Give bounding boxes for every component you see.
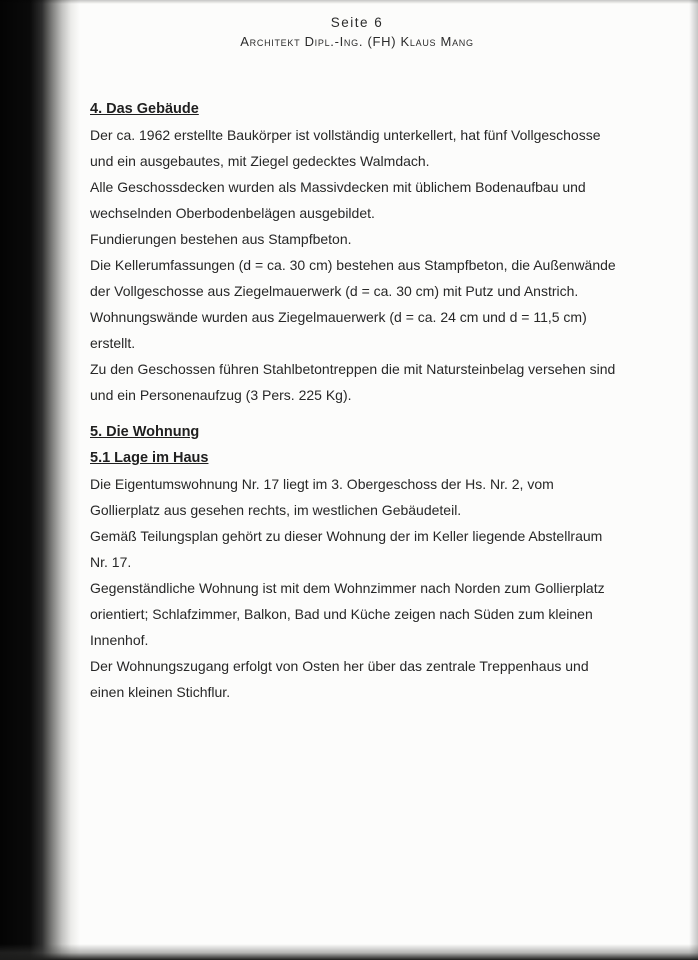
paragraph: Fundierungen bestehen aus Stampfbeton.: [90, 231, 352, 247]
section-die-wohnung: [90, 419, 624, 705]
page-content: [90, 14, 624, 705]
paragraph: Gemäß Teilungsplan gehört zu dieser Wohnung der im Keller liegende Abstellraum Nr. 17.: [90, 528, 603, 570]
author-line: Architekt Dipl.-Ing. (FH) Klaus Mang: [240, 34, 474, 49]
section-heading: 5. Die Wohnung: [90, 424, 200, 440]
page-number: Seite 6: [330, 15, 384, 30]
paragraph: Der Wohnungszugang erfolgt von Osten her über das zentrale Treppenhaus und einen kleinen Stichflur.: [90, 658, 589, 700]
section-heading: 4. Das Gebäude: [90, 101, 199, 117]
paragraph: Die Eigentumswohnung Nr. 17 liegt im 3. Obergeschoss der Hs. Nr. 2, vom Gollierplatz aus gesehen rechts, im westlichen Gebäudeteil.: [90, 476, 554, 518]
scan-edge-right: [689, 0, 698, 960]
paragraph: Zu den Geschossen führen Stahlbetontreppen die mit Natursteinbelag versehen sind und ein Personenaufzug (3 Pers. 225 Kg).: [90, 361, 616, 403]
paragraph: Alle Geschossdecken wurden als Massivdecken mit üblichem Bodenaufbau und wechselnden Oberbodenbelägen ausgebildet.: [90, 179, 586, 221]
paragraph: Der ca. 1962 erstellte Baukörper ist vollständig unterkellert, hat fünf Vollgeschosse und ein ausgebautes, mit Ziegel gedecktes Walmdach.: [90, 127, 601, 169]
scan-edge-top: [0, 0, 698, 4]
binding-shadow: [0, 0, 80, 960]
paragraph: Wohnungswände wurden aus Ziegelmauerwerk (d = ca. 24 cm und d = 11,5 cm) erstellt.: [90, 309, 587, 351]
subsection-heading: 5.1 Lage im Haus: [90, 450, 209, 466]
paragraph: Die Kellerumfassungen (d = ca. 30 cm) bestehen aus Stampfbeton, die Außenwände der Vollgeschosse aus Ziegelmauerwerk (d = ca. 30 cm) mit Putz und Anstrich.: [90, 257, 616, 299]
section-das-gebaeude: [90, 96, 624, 408]
scan-edge-bottom: [0, 944, 698, 960]
page-header: [90, 14, 624, 51]
paragraph: Gegenständliche Wohnung ist mit dem Wohnzimmer nach Norden zum Gollierplatz orientiert; Schlafzimmer, Balkon, Bad und Küche zeigen nach Süden zum kleinen Innenhof.: [90, 580, 605, 648]
